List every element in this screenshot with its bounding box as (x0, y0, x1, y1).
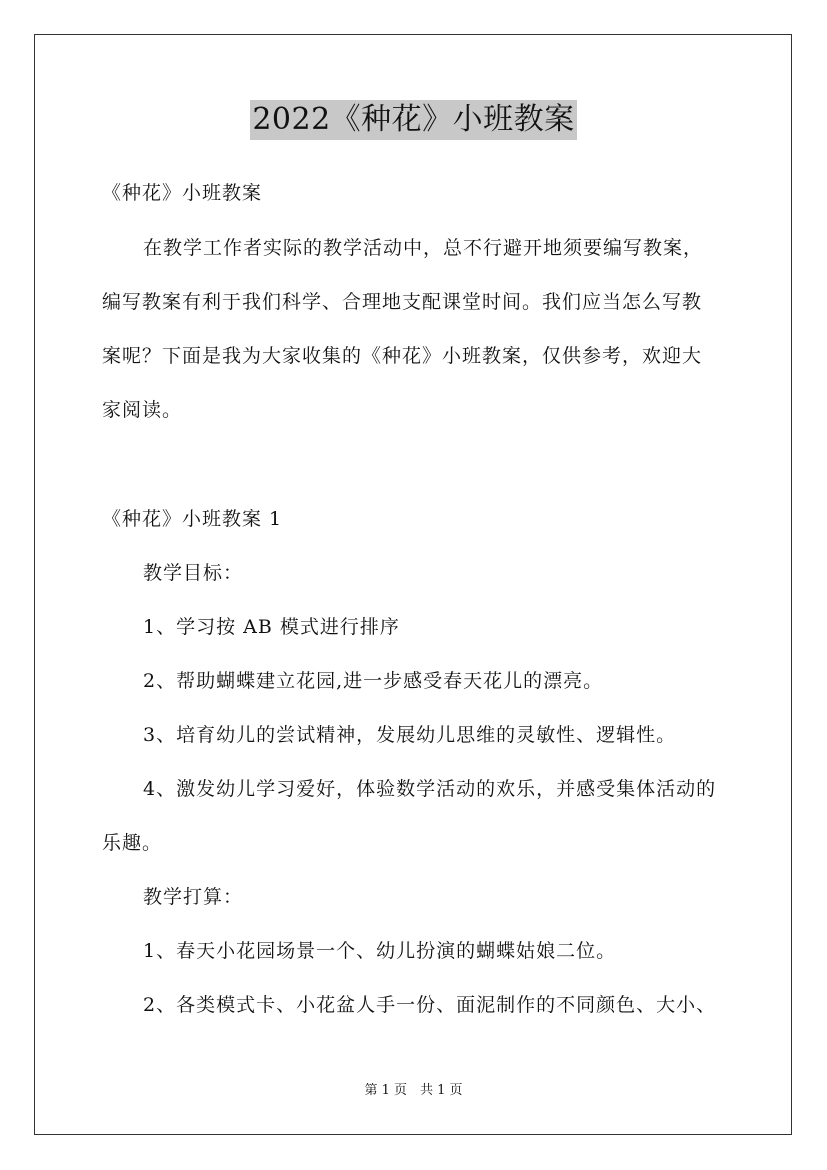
intro-line-3: 案呢？下面是我为大家收集的《种花》小班教案，仅供参考，欢迎大 (102, 345, 703, 367)
title-container (0, 100, 827, 140)
prep-heading: 教学打算： (143, 886, 244, 908)
goal-item-2: 2、帮助蝴蝶建立花园,进一步感受春天花儿的漂亮。 (143, 670, 604, 692)
page-number-footer: 第 1 页 共 1 页 (364, 1083, 463, 1098)
intro-line-4: 家阅读。 (102, 399, 183, 421)
goals-heading: 教学目标： (143, 562, 244, 584)
subheading: 《种花》小班教案 (102, 182, 263, 204)
document-title: 2022《种花》小班教案 (250, 100, 576, 140)
goal-item-4: 4、激发幼儿学习爱好，体验数学活动的欢乐，并感受集体活动的 (143, 778, 717, 800)
goal-item-1: 1、学习按 AB 模式进行排序 (143, 616, 400, 638)
prep-item-1: 1、春天小花园场景一个、幼儿扮演的蝴蝶姑娘二位。 (143, 940, 617, 962)
section-title: 《种花》小班教案 1 (102, 508, 283, 530)
intro-line-1: 在教学工作者实际的教学活动中，总不行避开地须要编写教案， (143, 237, 704, 259)
goal-item-4-continued: 乐趣。 (102, 832, 163, 854)
prep-item-2: 2、各类模式卡、小花盆人手一份、面泥制作的不同颜色、大小、 (143, 994, 717, 1016)
goal-item-3: 3、培育幼儿的尝试精神，发展幼儿思维的灵敏性、逻辑性。 (143, 724, 677, 746)
intro-line-2: 编写教案有利于我们科学、合理地支配课堂时间。我们应当怎么写教 (102, 291, 703, 313)
